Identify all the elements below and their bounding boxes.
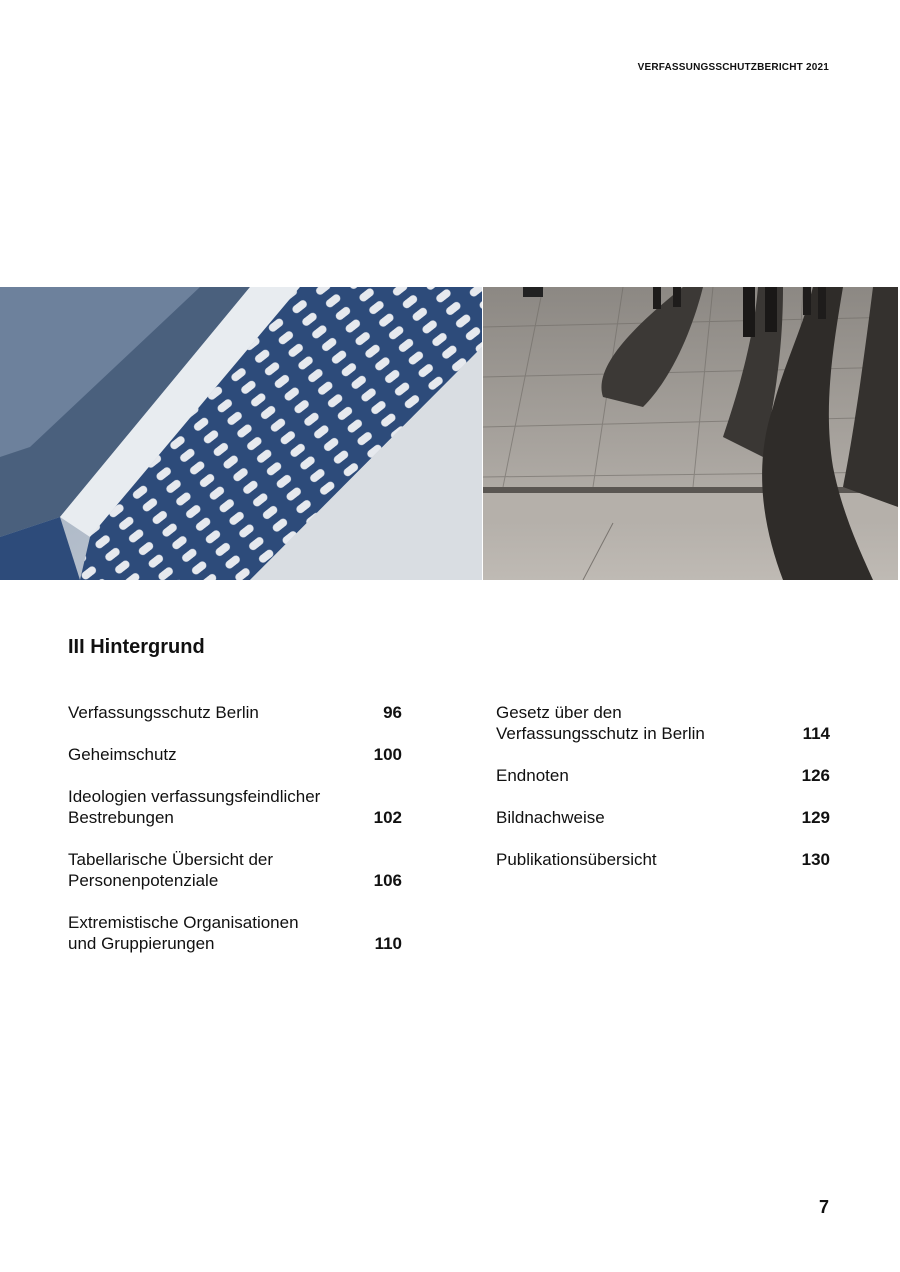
- toc-entry[interactable]: [496, 807, 830, 828]
- toc-entry[interactable]: [68, 912, 402, 954]
- toc-entry[interactable]: [68, 786, 402, 828]
- toc-column-right: [496, 702, 830, 891]
- toc-entry-label: Extremistische Organisationen und Gruppierungen: [68, 913, 299, 953]
- toc-entry-page: 129: [801, 808, 830, 827]
- toc-entry-label: Gesetz über den Verfassungsschutz in Berlin: [496, 703, 705, 743]
- toc-entry-page: 130: [801, 850, 830, 869]
- page-number: 7: [818, 1197, 829, 1217]
- toc-entry-page: 96: [383, 703, 402, 722]
- toc-entry[interactable]: [496, 849, 830, 870]
- toc-entry-page: 106: [373, 871, 402, 890]
- toc-entry-label: Endnoten: [496, 766, 569, 785]
- toc-entry[interactable]: [496, 702, 830, 744]
- toc-entry-page: 114: [802, 724, 830, 743]
- section-title: III Hintergrund: [68, 636, 205, 658]
- toc-entry-label: Publikationsübersicht: [496, 850, 657, 869]
- photo-strip: [0, 287, 898, 580]
- running-header: VERFASSUNGSSCHUTZBERICHT 2021: [637, 62, 829, 73]
- toc-entry-page: 102: [373, 808, 402, 827]
- toc-entry-page: 100: [373, 745, 402, 764]
- toc-entry-label: Geheimschutz: [68, 745, 177, 764]
- toc-entry[interactable]: [68, 702, 402, 723]
- toc-entry-page: 126: [801, 766, 830, 785]
- photo-railing-shadow: [0, 287, 482, 580]
- photo-pedestrian-shadows: [483, 287, 898, 580]
- toc-entry-label: Ideologien verfassungsfeindlicher Bestrebungen: [68, 787, 321, 827]
- toc-column-left: [68, 702, 402, 975]
- toc-entry[interactable]: [68, 744, 402, 765]
- toc-entry[interactable]: [68, 849, 402, 891]
- toc-entry-label: Tabellarische Übersicht der Personenpotenziale: [68, 850, 274, 890]
- toc-entry[interactable]: [496, 765, 830, 786]
- toc-entry-label: Verfassungsschutz Berlin: [68, 703, 259, 722]
- toc-entry-page: 110: [374, 934, 402, 953]
- toc-entry-label: Bildnachweise: [496, 808, 605, 827]
